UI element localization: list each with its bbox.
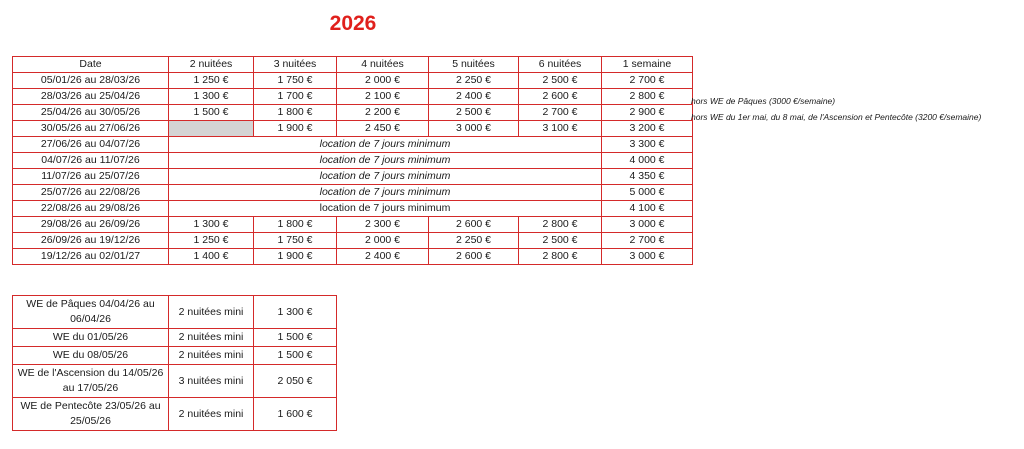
weekend-row [13, 347, 337, 365]
price-cell: 2 700 € [602, 73, 693, 89]
table-row [13, 73, 693, 89]
price-cell: 1 900 € [254, 249, 337, 265]
price-cell: 2 700 € [519, 105, 602, 121]
column-header: 2 nuitées [169, 57, 254, 73]
weekend-row [13, 329, 337, 347]
minimum-stay-cell: location de 7 jours minimum [169, 201, 602, 217]
price-cell: 1 500 € [169, 105, 254, 121]
note-easter: hors WE de Pâques (3000 €/semaine) [691, 96, 836, 106]
price-cell: 2 000 € [337, 233, 429, 249]
weekend-price: 1 300 € [254, 296, 337, 329]
price-cell: 3 300 € [602, 137, 693, 153]
date-cell: 25/07/26 au 22/08/26 [13, 185, 169, 201]
date-cell: 19/12/26 au 02/01/27 [13, 249, 169, 265]
price-cell: 3 000 € [429, 121, 519, 137]
weekend-price: 1 500 € [254, 329, 337, 347]
price-cell: 4 100 € [602, 201, 693, 217]
price-cell: 1 750 € [254, 233, 337, 249]
date-cell: 27/06/26 au 04/07/26 [13, 137, 169, 153]
price-cell: 2 250 € [429, 233, 519, 249]
price-cell: 1 800 € [254, 105, 337, 121]
weekend-table [12, 295, 337, 431]
column-header: 6 nuitées [519, 57, 602, 73]
price-cell: 3 000 € [602, 249, 693, 265]
weekend-price: 2 050 € [254, 365, 337, 398]
price-cell: 1 300 € [169, 217, 254, 233]
price-cell: 2 900 € [602, 105, 693, 121]
weekend-label: WE du 08/05/26 [13, 347, 169, 365]
pricing-table [12, 56, 693, 265]
price-cell: 2 400 € [429, 89, 519, 105]
table-row [13, 249, 693, 265]
weekend-price: 1 600 € [254, 398, 337, 431]
price-cell: 2 500 € [519, 233, 602, 249]
price-cell: 2 400 € [337, 249, 429, 265]
weekend-label: WE du 01/05/26 [13, 329, 169, 347]
price-cell: 1 900 € [254, 121, 337, 137]
price-cell: 1 250 € [169, 233, 254, 249]
weekend-label: WE de l'Ascension du 14/05/26 au 17/05/26 [13, 365, 169, 398]
table-row [13, 217, 693, 233]
price-cell: 3 200 € [602, 121, 693, 137]
price-cell: 5 000 € [602, 185, 693, 201]
table-row [13, 185, 693, 201]
price-cell: 3 100 € [519, 121, 602, 137]
price-cell: 4 350 € [602, 169, 693, 185]
table-row [13, 233, 693, 249]
price-cell: 2 700 € [602, 233, 693, 249]
minimum-nights: 2 nuitées mini [169, 398, 254, 431]
price-cell: 2 500 € [429, 105, 519, 121]
minimum-stay-cell: location de 7 jours minimum [169, 137, 602, 153]
weekend-row [13, 365, 337, 398]
price-cell [169, 121, 254, 137]
date-cell: 11/07/26 au 25/07/26 [13, 169, 169, 185]
price-cell: 2 600 € [429, 249, 519, 265]
price-cell: 1 300 € [169, 89, 254, 105]
price-cell: 1 700 € [254, 89, 337, 105]
weekend-label: WE de Pentecôte 23/05/26 au 25/05/26 [13, 398, 169, 431]
price-cell: 2 600 € [519, 89, 602, 105]
minimum-stay-cell: location de 7 jours minimum [169, 169, 602, 185]
table-row [13, 89, 693, 105]
table-row [13, 137, 693, 153]
column-header: 4 nuitées [337, 57, 429, 73]
price-cell: 1 750 € [254, 73, 337, 89]
price-cell: 2 450 € [337, 121, 429, 137]
date-cell: 29/08/26 au 26/09/26 [13, 217, 169, 233]
price-cell: 1 400 € [169, 249, 254, 265]
date-cell: 25/04/26 au 30/05/26 [13, 105, 169, 121]
minimum-nights: 2 nuitées mini [169, 347, 254, 365]
weekend-price: 1 500 € [254, 347, 337, 365]
price-cell: 2 200 € [337, 105, 429, 121]
date-cell: 28/03/26 au 25/04/26 [13, 89, 169, 105]
table-row [13, 105, 693, 121]
price-cell: 2 100 € [337, 89, 429, 105]
price-cell: 2 250 € [429, 73, 519, 89]
price-cell: 4 000 € [602, 153, 693, 169]
minimum-nights: 2 nuitées mini [169, 329, 254, 347]
table-row [13, 153, 693, 169]
price-cell: 1 250 € [169, 73, 254, 89]
date-cell: 04/07/26 au 11/07/26 [13, 153, 169, 169]
header-row [13, 57, 693, 73]
minimum-nights: 3 nuitées mini [169, 365, 254, 398]
price-cell: 2 800 € [519, 217, 602, 233]
page-title: 2026 [329, 12, 377, 35]
table-row [13, 201, 693, 217]
price-cell: 2 000 € [337, 73, 429, 89]
price-cell: 2 500 € [519, 73, 602, 89]
date-cell: 22/08/26 au 29/08/26 [13, 201, 169, 217]
weekend-row [13, 296, 337, 329]
note-may-holidays: hors WE du 1er mai, du 8 mai, de l'Ascension et Pentecôte (3200 €/semaine) [691, 112, 982, 122]
date-cell: 26/09/26 au 19/12/26 [13, 233, 169, 249]
column-header: 5 nuitées [429, 57, 519, 73]
weekend-row [13, 398, 337, 431]
minimum-nights: 2 nuitées mini [169, 296, 254, 329]
weekend-label: WE de Pâques 04/04/26 au 06/04/26 [13, 296, 169, 329]
table-row [13, 169, 693, 185]
price-cell: 2 800 € [519, 249, 602, 265]
column-header: Date [13, 57, 169, 73]
table-row [13, 121, 693, 137]
price-cell: 2 300 € [337, 217, 429, 233]
minimum-stay-cell: location de 7 jours minimum [169, 185, 602, 201]
price-cell: 1 800 € [254, 217, 337, 233]
column-header: 1 semaine [602, 57, 693, 73]
minimum-stay-cell: location de 7 jours minimum [169, 153, 602, 169]
price-cell: 3 000 € [602, 217, 693, 233]
price-cell: 2 800 € [602, 89, 693, 105]
column-header: 3 nuitées [254, 57, 337, 73]
date-cell: 30/05/26 au 27/06/26 [13, 121, 169, 137]
date-cell: 05/01/26 au 28/03/26 [13, 73, 169, 89]
price-cell: 2 600 € [429, 217, 519, 233]
